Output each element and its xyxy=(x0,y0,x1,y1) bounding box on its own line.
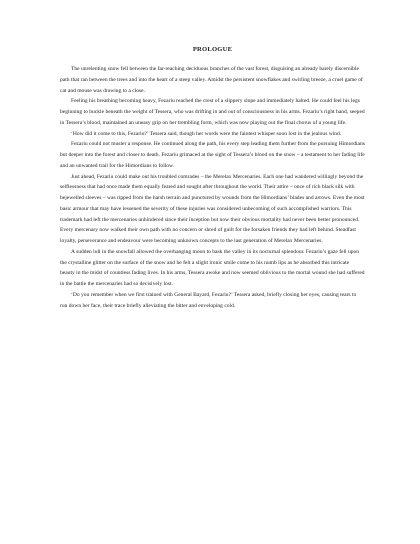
paragraph-3: ‘How did it come to this, Fezariu?’ Tessera said, though her words were the faintest whisper soon lost in the jealous wind. xyxy=(71,130,342,137)
paragraph-1: The unrelenting snow fell between the far-reaching deciduous branches of the vast forest, disguising an already barely discernible path that ran between the trees and into the heart of a steep valley. Amidst the persistent snowflakes and swirling breeze, a cruel game of cat and mouse was drawing to a close. xyxy=(60,66,363,94)
paragraph-2: Feeling his breathing becoming heavy, Fezariu reached the crest of a slippery slope and immediately halted. He could feel his legs beginning to buckle beneath the weight of Tessera, who was drifting in and out of consciousness in his arms. Fezariu’s right hand, seeped in Tessera’s blood, maintained an uneasy grip on her trembling form, which was now playing out the final chorus of a young life. xyxy=(60,98,365,126)
chapter-title: PROLOGUE xyxy=(192,46,233,53)
paragraph-6: A sudden lull in the snowfall allowed the overhanging moon to bask the valley in its nocturnal splendour. Fezariu’s gaze fell upon the crystalline glitter on the surface of the snow and he felt a slight ironic smile come to his numb lips as he absorbed this intricate beauty in the midst of countless fading lives. In his arms, Tessera awoke and now seemed oblivious to the mortal wound she had suffered in the battle the mercenaries had so decisively lost. xyxy=(60,248,365,287)
paragraph-4: Fezariu could not muster a response. He continued along the path, his every step leading them further from the pursuing Himordians but deeper into the forest and closer to death. Fezariu grimaced at the sight of Tessera’s blood on the snow – a testament to her fading life and an unwanted trail for the Himordians to follow. xyxy=(60,141,365,169)
paragraph-5: Just ahead, Fezariu could make out his troubled comrades – the Merelax Mercenaries. Each one had wandered willingly beyond the selflessness that had once made them equally feared and sought after throughout the world. Their attire – once of rich black silk with bejewelled sleeves – was ripped from the harsh terrain and punctured by wounds from the Himordians’ blades and arrows. Even the most basic armour that may have lessened the severity of these injuries was considered unbecoming of such accomplished warriors. This trademark had left the mercenaries unhindered since their inception but now their obvious mortality had never been better pronounced. Every mercenary now walked their own path with no concern or shred of guilt for the forsaken friends they had left behind. Steadfast loyalty, perseverance and endeavour were becoming unknown concepts to the last generation of Merelax Mercenaries. xyxy=(60,173,365,244)
document-page xyxy=(60,46,365,311)
paragraph-7: ‘Do you remember when we first trained with General Bayard, Fezariu?’ Tessera asked, briefly closing her eyes, causing tears to run down her face, their trace briefly alleviating the bitter and enveloping cold. xyxy=(60,291,357,309)
